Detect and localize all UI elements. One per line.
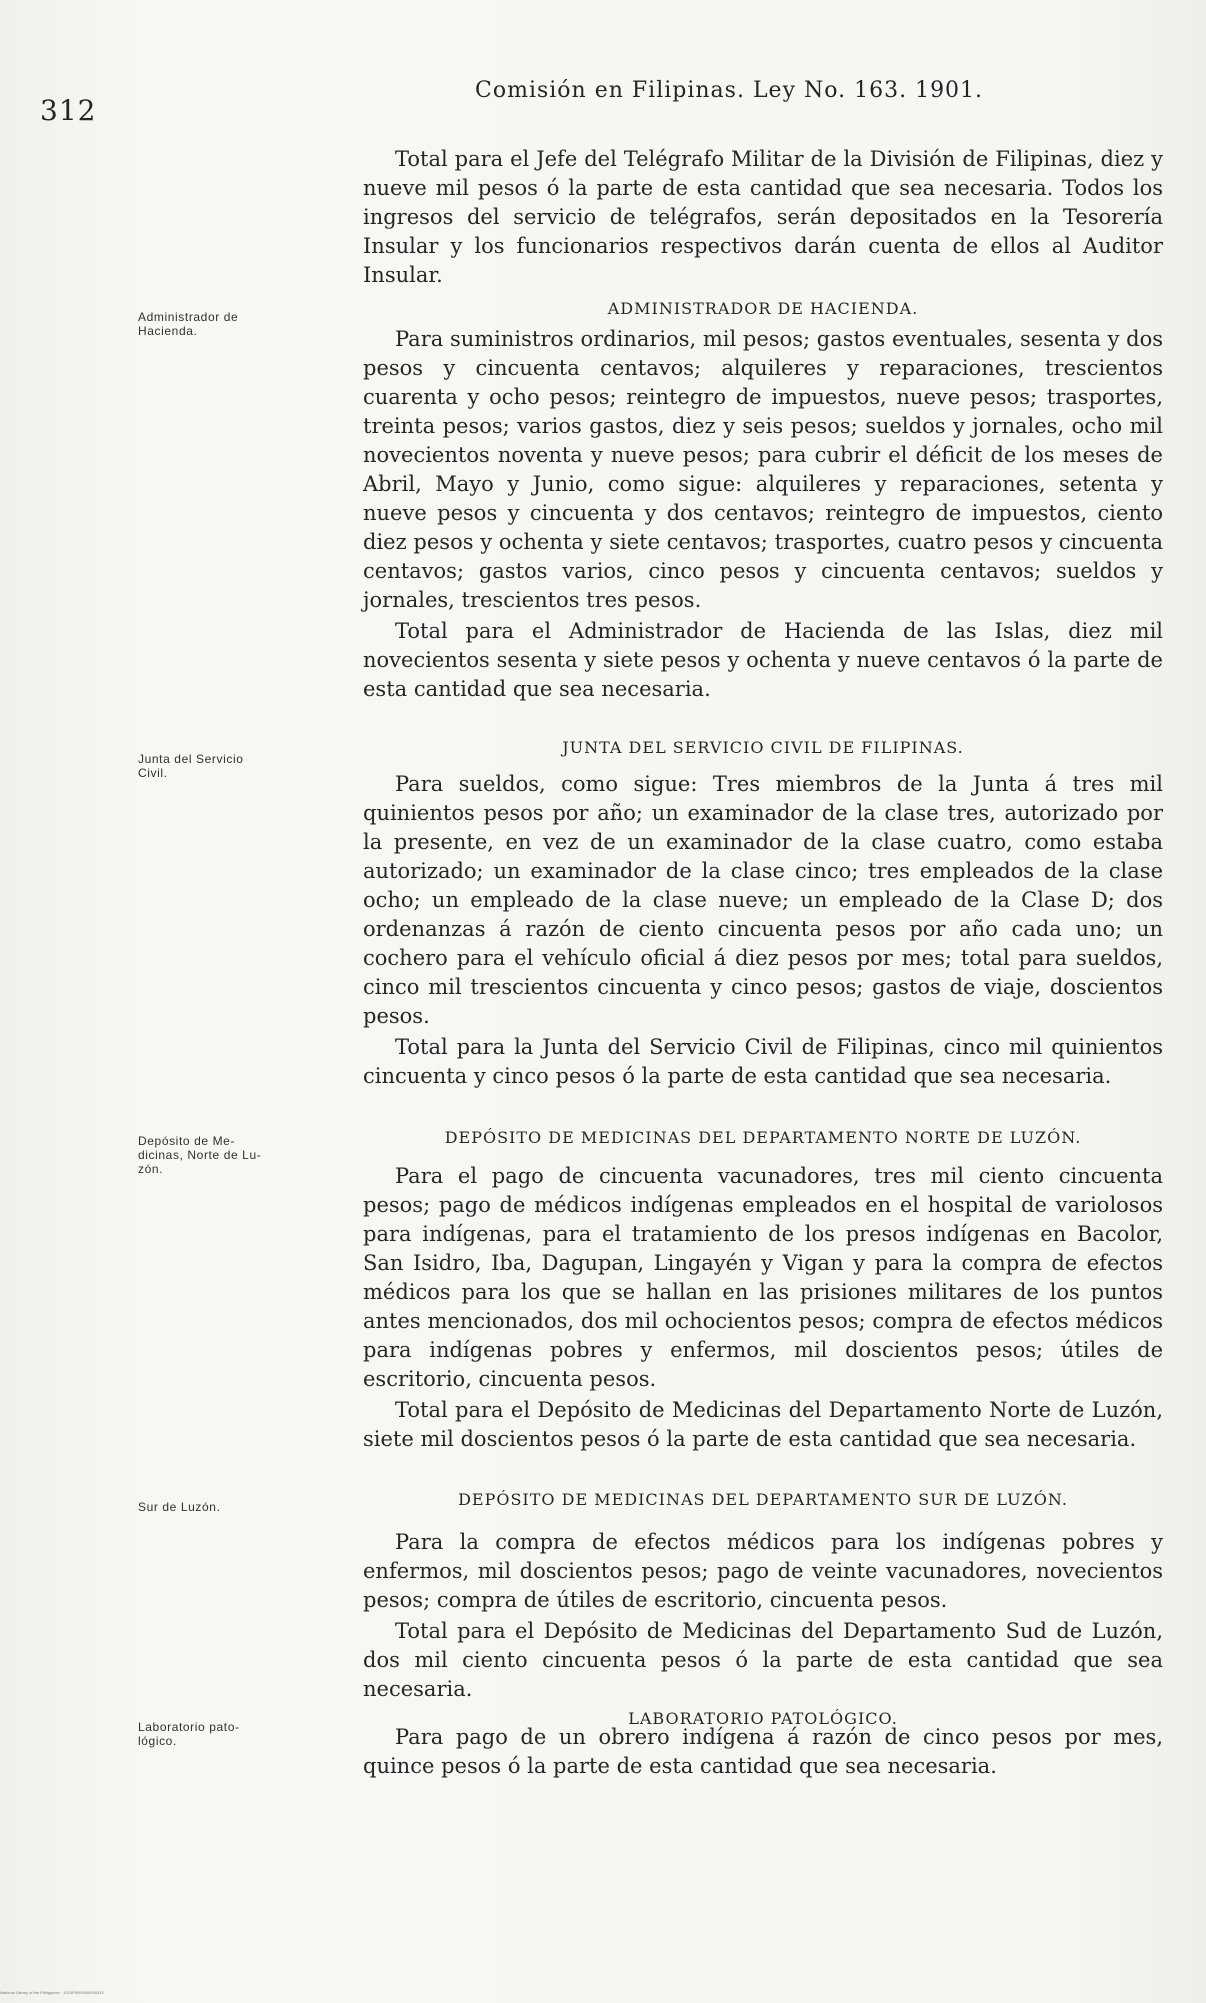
margin-note-junta (138, 752, 368, 780)
section-paragraph: Para sueldos, como sigue: Tres miembros de la Junta á tres mil quinientos pesos por año; un examinador de la clase tres, autorizado por la presente, en vez de un examinador de la clase cuatro, como estaba autorizado; un examinador de la clase cinco; tres empleados de la clase ocho; un empleado de la clase nueve; un empleado de la Clase D; dos ordenanzas á razón de ciento cincuenta pesos por año cada uno; un cochero para el vehículo oficial á diez pesos por mes; total para sueldos, cinco mil trescientos cincuenta y cinco pesos; gastos de viaje, doscientos pesos. (363, 772, 1163, 1028)
section-paragraph: Total para el Depósito de Medicinas del Departamento Sud de Luzón, dos mil ciento cincuenta pesos ó la parte de esta cantidad que sea necesaria. (363, 1619, 1163, 1701)
intro-paragraph-block (363, 145, 1163, 290)
margin-note-line: dicinas, Norte de Lu- (138, 1148, 262, 1162)
margin-note-deposito-norte (138, 1134, 368, 1176)
section-paragraph: Para el pago de cincuenta vacunadores, tres mil ciento cincuenta pesos; pago de médicos indígenas empleados en el hospital de variolosos para indígenas, para el tratamiento de los presos indígenas en Bacolor, San Isidro, Iba, Dagupan, Lingayén y Vigan y para la compra de efectos médicos para los que se hallan en las prisiones militares de los puntos antes mencionados, dos mil ochocientos pesos; compra de efectos médicos para indígenas pobres y enfermos, mil doscientos pesos; útiles de escritorio, cincuenta pesos. (363, 1164, 1163, 1391)
scan-footer-text: National Library of the Philippines · 1024P0000000000313 (0, 1990, 104, 1995)
margin-note-sur-luzon (138, 1500, 368, 1514)
section-heading-junta: JUNTA DEL SERVICIO CIVIL DE FILIPINAS. (562, 738, 964, 757)
section-paragraph: Total para el Administrador de Hacienda de las Islas, diez mil novecientos sesenta y siete pesos y ochenta y nueve centavos ó la parte de esta cantidad que sea necesaria. (363, 619, 1163, 701)
section-body-junta (363, 770, 1163, 1091)
margin-note-line: lógico. (138, 1734, 177, 1748)
section-heading-laboratorio: LABORATORIO PATOLÓGICO. (628, 1709, 898, 1728)
section-paragraph: Para suministros ordinarios, mil pesos; gastos eventuales, sesenta y dos pesos y cincuenta centavos; alquileres y reparaciones, trescientos cuarenta y ocho pesos; reintegro de impuestos, nueve pesos; trasportes, treinta pesos; varios gastos, diez y seis pesos; sueldos y jornales, ocho mil novecientos noventa y nueve pesos; para cubrir el déficit de los meses de Abril, Mayo y Junio, como sigue: alquileres y reparaciones, setenta y nueve pesos y cincuenta y dos centavos; reintegro de impuestos, ciento diez pesos y ochenta y siete centavos; trasportes, cuatro pesos y cincuenta centavos; gastos varios, cinco pesos y cincuenta centavos; sueldos y jornales, trescientos tres pesos. (363, 327, 1163, 612)
page-number: 312 (40, 94, 97, 127)
section-body-laboratorio (363, 1723, 1163, 1781)
margin-note-line: Depósito de Me- (138, 1134, 236, 1148)
margin-note-line: Laboratorio pato- (138, 1720, 240, 1734)
section-paragraph: Total para la Junta del Servicio Civil de Filipinas, cinco mil quinientos cincuenta y cinco pesos ó la parte de esta cantidad que sea necesaria. (363, 1035, 1163, 1088)
intro-paragraph: Total para el Jefe del Telégrafo Militar de la División de Filipinas, diez y nueve mil pesos ó la parte de esta cantidad que sea necesaria. Todos los ingresos del servicio de telégrafos, serán depositados en la Tesorería Insular y los funcionarios respectivos darán cuenta de ellos al Auditor Insular. (363, 147, 1163, 287)
margin-note-line: Civil. (138, 766, 168, 780)
margin-note-line: Junta del Servicio (138, 752, 244, 766)
margin-note-line: Sur de Luzón. (138, 1500, 221, 1514)
margin-note-line: Hacienda. (138, 324, 198, 338)
margin-note-laboratorio (138, 1720, 368, 1748)
section-body-deposito-sur (363, 1528, 1163, 1704)
section-heading-deposito-sur: DEPÓSITO DE MEDICINAS DEL DEPARTAMENTO SUR DE LUZÓN. (458, 1490, 1068, 1509)
section-body-administrador (363, 325, 1163, 704)
section-paragraph: Para pago de un obrero indígena á razón de cinco pesos por mes, quince pesos ó la parte de esta cantidad que sea necesaria. (363, 1725, 1163, 1778)
section-heading-administrador: ADMINISTRADOR DE HACIENDA. (607, 299, 919, 318)
section-paragraph: Para la compra de efectos médicos para los indígenas pobres y enfermos, mil doscientos pesos; pago de veinte vacunadores, novecientos pesos; compra de útiles de escritorio, cincuenta pesos. (363, 1530, 1163, 1612)
section-body-deposito-norte (363, 1162, 1163, 1454)
margin-note-line: Administrador de (138, 310, 239, 324)
running-header: Comisión en Filipinas. Ley No. 163. 1901. (475, 78, 984, 103)
section-heading-deposito-norte: DEPÓSITO DE MEDICINAS DEL DEPARTAMENTO NORTE DE LUZÓN. (444, 1128, 1082, 1147)
section-paragraph: Total para el Depósito de Medicinas del Departamento Norte de Luzón, siete mil doscientos pesos ó la parte de esta cantidad que sea necesaria. (363, 1398, 1163, 1451)
margin-note-line: zón. (138, 1162, 164, 1176)
margin-note-administrador (138, 310, 368, 338)
